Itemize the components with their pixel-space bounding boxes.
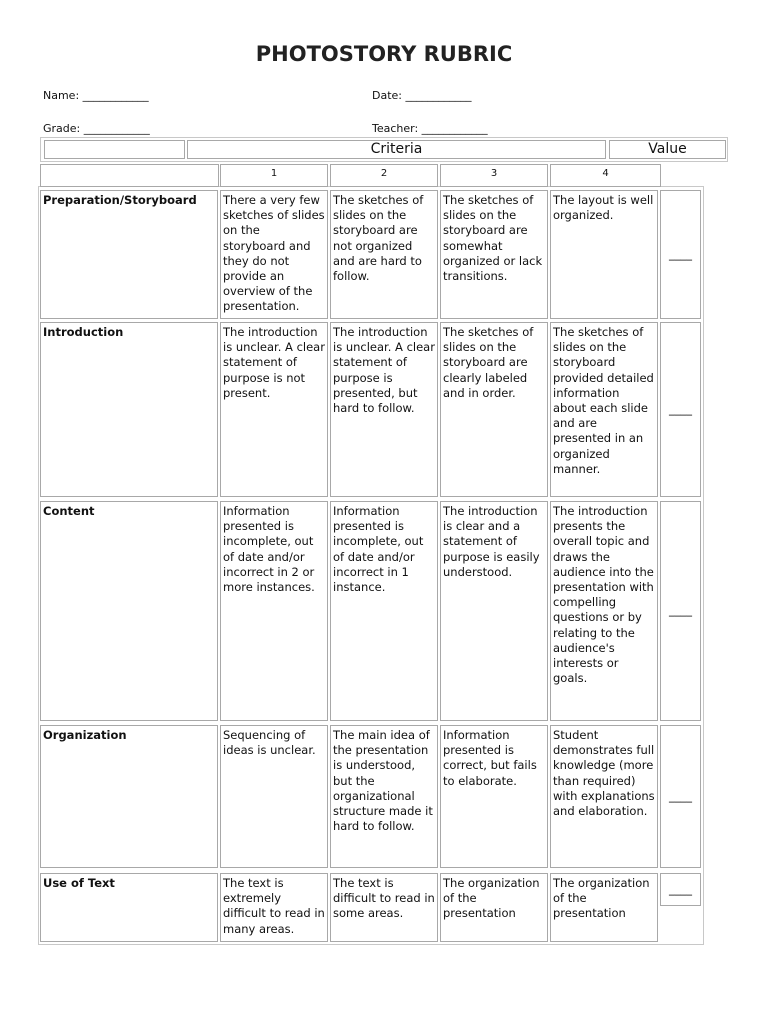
rubric-cell: The text is difficult to read in some areas. [330, 873, 438, 942]
rubric-cell: The introduction is unclear. A clear statement of purpose is presented, but hard to follow. [330, 322, 438, 497]
rubric-cell: The sketches of slides on the storyboard are clearly labeled and in order. [440, 322, 548, 497]
level-header-4: 4 [550, 164, 661, 187]
level-header-blank [40, 164, 219, 187]
page-title: PHOTOSTORY RUBRIC [255, 42, 513, 66]
value-blank: ____ [660, 322, 701, 497]
rubric-cell: There a very few sketches of slides on the storyboard and they do not provide an overview of the presentation. [220, 190, 328, 319]
rubric-cell: Student demonstrates full knowledge (more than required) with explanations and elaboration. [550, 725, 658, 868]
rubric-cell: The organization of the presentation [440, 873, 548, 942]
rubric-cell: The sketches of slides on the storyboard are somewhat organized or lack transitions. [440, 190, 548, 319]
rubric-cell: Information presented is correct, but fails to elaborate. [440, 725, 548, 868]
rubric-cell: The main idea of the presentation is understood, but the organizational structure made it hard to follow. [330, 725, 438, 868]
criterion-cell: Organization [40, 725, 218, 868]
header-blank-cell [44, 140, 185, 159]
rubric-cell: The introduction is clear and a statement of purpose is easily understood. [440, 501, 548, 721]
level-header-2: 2 [330, 164, 438, 187]
criterion-cell: Content [40, 501, 218, 721]
rubric-cell: The sketches of slides on the storyboard are not organized and are hard to follow. [330, 190, 438, 319]
value-blank: ____ [660, 725, 701, 868]
teacher-field: Teacher: ____________ [372, 122, 488, 135]
date-field: Date: ____________ [372, 89, 472, 102]
rubric-cell: Sequencing of ideas is unclear. [220, 725, 328, 868]
level-header-1: 1 [220, 164, 328, 187]
rubric-cell: Information presented is incomplete, out of date and/or incorrect in 1 instance. [330, 501, 438, 721]
grade-field: Grade: ____________ [43, 122, 150, 135]
criterion-cell: Introduction [40, 322, 218, 497]
rubric-cell: Information presented is incomplete, out of date and/or incorrect in 2 or more instances. [220, 501, 328, 721]
rubric-cell: The text is extremely difficult to read in many areas. [220, 873, 328, 942]
value-blank: ____ [660, 873, 701, 906]
value-blank: ____ [660, 190, 701, 319]
rubric-cell: The layout is well organized. [550, 190, 658, 319]
rubric-cell: The sketches of slides on the storyboard provided detailed information about each slide and are presented in an organized manner. [550, 322, 658, 497]
rubric-cell: The introduction is unclear. A clear statement of purpose is not present. [220, 322, 328, 497]
rubric-cell: The introduction presents the overall topic and draws the audience into the presentation with compelling questions or by relating to the audience's interests or goals. [550, 501, 658, 721]
criterion-cell: Preparation/Storyboard [40, 190, 218, 319]
name-field: Name: ____________ [43, 89, 149, 102]
value-header: Value [609, 140, 726, 159]
level-header-3: 3 [440, 164, 548, 187]
rubric-cell: The organization of the presentation [550, 873, 658, 942]
criterion-cell: Use of Text [40, 873, 218, 942]
criteria-header: Criteria [187, 140, 606, 159]
value-blank: ____ [660, 501, 701, 721]
